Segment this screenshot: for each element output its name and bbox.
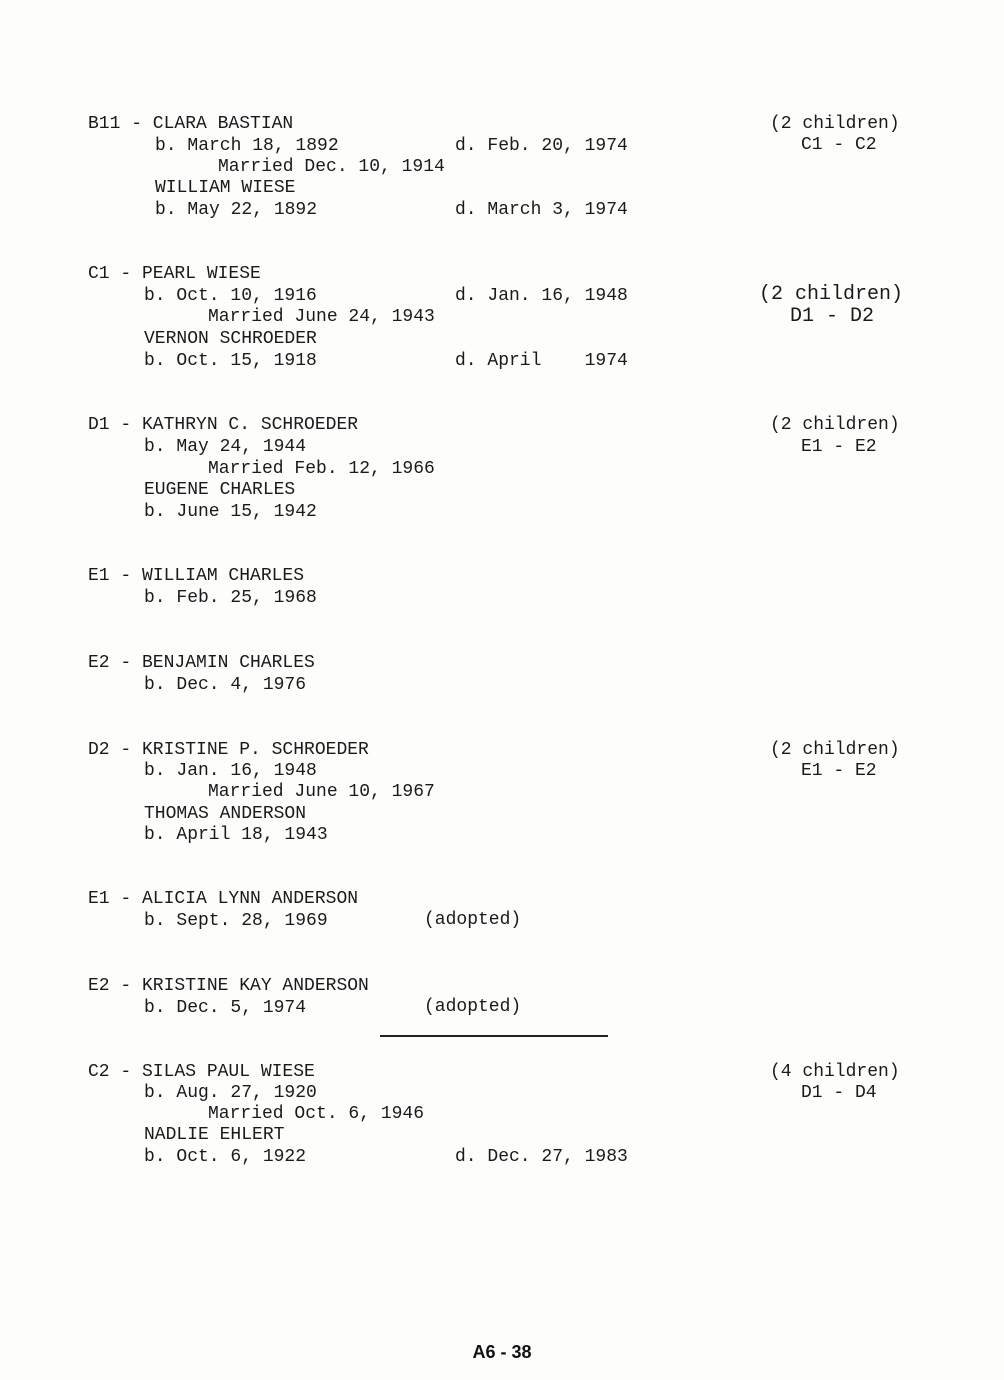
marriage-date: Married June 10, 1967 [208,782,435,802]
birth-date: b. Jan. 16, 1948 [144,761,317,781]
children-count: (2 children) [770,740,900,760]
birth-date: b. Sept. 28, 1969 [144,911,328,931]
children-range: E1 - E2 [801,437,877,457]
spouse-birth-date: b. Oct. 6, 1922 [144,1147,307,1167]
adoption-note: (adopted) [424,910,522,930]
children-count: (2 children) [770,415,900,435]
death-date: d. Feb. 20, 1974 [455,136,628,156]
entry-header: B11 - CLARA BASTIAN [88,114,294,134]
children-range: E1 - E2 [801,761,877,781]
birth-date: b. Dec. 5, 1974 [144,998,307,1018]
birth-date: b. Feb. 25, 1968 [144,588,317,608]
death-date: d. Jan. 16, 1948 [455,286,628,306]
entry-header: C2 - SILAS PAUL WIESE [88,1062,315,1082]
children-count: (2 children) [770,114,900,134]
birth-date: b. Oct. 10, 1916 [144,286,317,306]
marriage-date: Married Oct. 6, 1946 [208,1104,425,1124]
spouse-name: VERNON SCHROEDER [144,329,317,349]
children-range: D1 - D4 [801,1083,877,1103]
children-range: D1 - D2 [790,305,875,328]
spouse-name: EUGENE CHARLES [144,480,296,500]
entry-header: D2 - KRISTINE P. SCHROEDER [88,740,369,760]
entry-header: E1 - ALICIA LYNN ANDERSON [88,889,359,909]
birth-date: b. May 24, 1944 [144,437,307,457]
entry-header: C1 - PEARL WIESE [88,264,261,284]
spouse-death-date: d. March 3, 1974 [455,200,628,220]
birth-date: b. Aug. 27, 1920 [144,1083,317,1103]
section-divider [380,1035,608,1037]
page-number: A6 - 38 [472,1342,532,1362]
entry-header: E2 - KRISTINE KAY ANDERSON [88,976,369,996]
spouse-birth-date: b. May 22, 1892 [155,200,318,220]
spouse-death-date: d. Dec. 27, 1983 [455,1147,628,1167]
marriage-date: Married June 24, 1943 [208,307,435,327]
spouse-name: NADLIE EHLERT [144,1125,285,1145]
entry-header: D1 - KATHRYN C. SCHROEDER [88,415,359,435]
spouse-name: WILLIAM WIESE [155,178,296,198]
spouse-death-date: d. April 1974 [455,351,628,371]
entry-header: E2 - BENJAMIN CHARLES [88,653,315,673]
marriage-date: Married Dec. 10, 1914 [218,157,445,177]
birth-date: b. March 18, 1892 [155,136,339,156]
children-count: (4 children) [770,1062,900,1082]
children-count: (2 children) [759,283,904,306]
children-range: C1 - C2 [801,135,877,155]
spouse-birth-date: b. Oct. 15, 1918 [144,351,317,371]
adoption-note: (adopted) [424,997,522,1017]
marriage-date: Married Feb. 12, 1966 [208,459,435,479]
spouse-birth-date: b. April 18, 1943 [144,825,328,845]
spouse-name: THOMAS ANDERSON [144,804,307,824]
birth-date: b. Dec. 4, 1976 [144,675,307,695]
spouse-birth-date: b. June 15, 1942 [144,502,317,522]
entry-header: E1 - WILLIAM CHARLES [88,566,305,586]
